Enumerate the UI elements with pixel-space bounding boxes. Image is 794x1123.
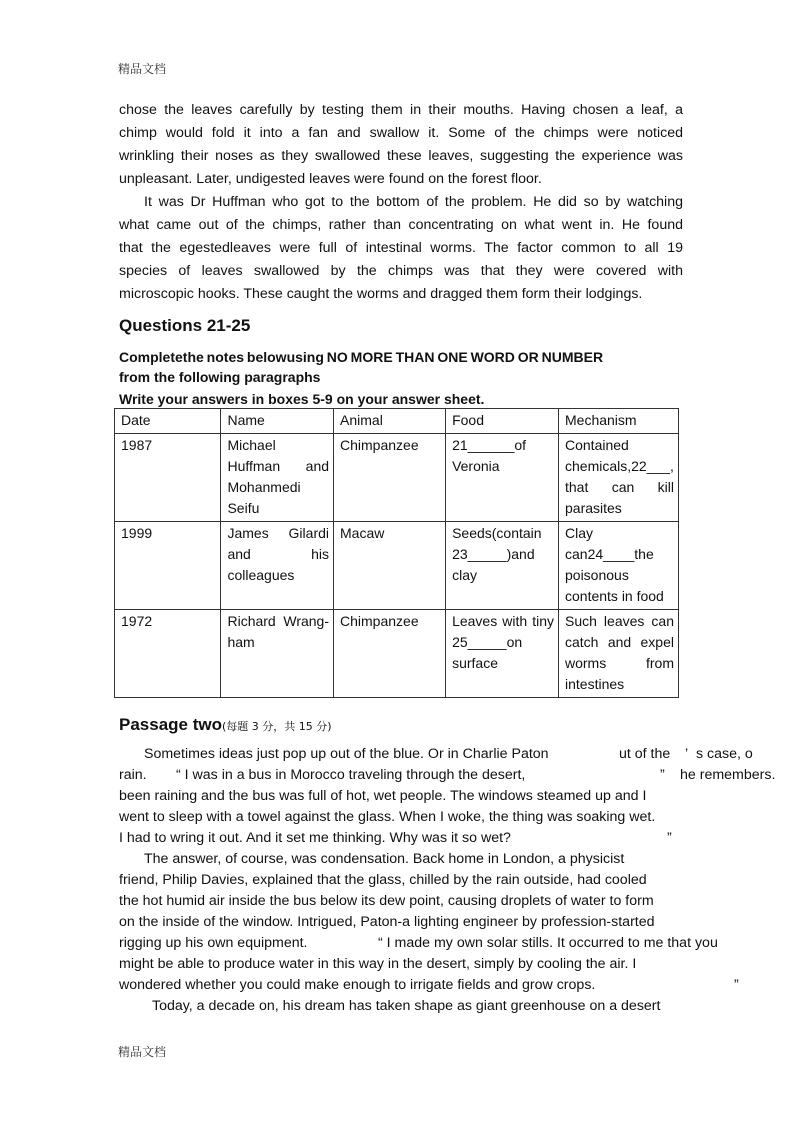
text-line: chimp would fold it into a fan and swallow it. Some of the chimps were noticed xyxy=(119,125,683,141)
text-line: chose the leaves carefully by testing them in their mouths. Having chosen a leaf, a xyxy=(119,102,683,118)
cell-food: 21______of Veronia xyxy=(446,434,559,522)
cell-animal: Macaw xyxy=(334,522,446,610)
cell-name: James Gilardi and his colleagues xyxy=(221,522,334,610)
table-header-row xyxy=(115,409,679,434)
cell-mechanism: Clay can24____the poisonous contents in food xyxy=(559,522,679,610)
text-line: microscopic hooks. These caught the worms and dragged them form their lodgings. xyxy=(119,286,643,302)
text-line: Sometimes ideas just pop up out of the blue. Or in Charlie Paton ut of the ’ s case, o xyxy=(144,746,753,762)
text-line: rigging up his own equipment. “ I made my own solar stills. It occurred to me that you xyxy=(119,935,718,951)
cell-date: 1999 xyxy=(115,522,221,610)
cell-food: Seeds(contain 23_____)and clay xyxy=(446,522,559,610)
text-line: Today, a decade on, his dream has taken shape as giant greenhouse on a desert xyxy=(152,998,661,1014)
passage-two-heading xyxy=(119,715,332,735)
header-animal: Animal xyxy=(334,409,446,434)
page-footer: 精品文档 xyxy=(118,1045,167,1059)
passage-two-title: Passage two xyxy=(119,715,222,734)
text-line: friend, Philip Davies, explained that the glass, chilled by the rain outside, had cooled xyxy=(119,872,647,888)
header-name: Name xyxy=(221,409,334,434)
cell-date: 1987 xyxy=(115,434,221,522)
passage-one-paragraph-1 xyxy=(119,99,683,191)
table-row xyxy=(115,610,679,698)
cell-food: Leaves with tiny 25_____on surface xyxy=(446,610,559,698)
header-date: Date xyxy=(115,409,221,434)
cell-name: Michael Huffman and Mohanmedi Seifu xyxy=(221,434,334,522)
passage-two-body xyxy=(119,744,789,1017)
text-line: wrinkling their noses as they swallowed these leaves, suggesting the experience was xyxy=(119,148,683,164)
instruction-line-2: from the following paragraphs xyxy=(119,369,321,385)
text-line: been raining and the bus was full of hot, wet people. The windows steamed up and I xyxy=(119,788,647,804)
header-food: Food xyxy=(446,409,559,434)
text-line: that the egestedleaves were full of intestinal worms. The factor common to all 19 xyxy=(119,240,683,256)
table-row xyxy=(115,434,679,522)
text-line: The answer, of course, was condensation. Back home in London, a physicist xyxy=(144,851,625,867)
text-line: wondered whether you could make enough to irrigate fields and grow crops. ” xyxy=(119,977,739,993)
text-line: rain. “ I was in a bus in Morocco traveling through the desert, ” he remembers. xyxy=(119,767,776,783)
text-line: It was Dr Huffman who got to the bottom of the problem. He did so by watching xyxy=(144,194,683,210)
passage-one-paragraph-2 xyxy=(119,191,683,306)
cell-date: 1972 xyxy=(115,610,221,698)
text-line: on the inside of the window. Intrigued, Paton-a lighting engineer by profession-started xyxy=(119,914,655,930)
cell-animal: Chimpanzee xyxy=(334,434,446,522)
text-line: I had to wring it out. And it set me thinking. Why was it so wet? ” xyxy=(119,830,672,846)
text-line: the hot humid air inside the bus below its dew point, causing droplets of water to form xyxy=(119,893,654,909)
text-line: species of leaves swallowed by the chimps was that they were covered with xyxy=(119,263,683,279)
text-line: might be able to produce water in this way in the desert, simply by cooling the air. I xyxy=(119,956,637,972)
cell-name: Richard Wrang-ham xyxy=(221,610,334,698)
text-line: what came out of the chimps, rather than concentrating on what went in. He found xyxy=(119,217,683,233)
cell-mechanism: Such leaves can catch and expel worms from intestines xyxy=(559,610,679,698)
passage-two-score-note: (每题 3 分，共 15 分) xyxy=(222,720,332,733)
cell-animal: Chimpanzee xyxy=(334,610,446,698)
instruction-line-3: Write your answers in boxes 5-9 on your answer sheet. xyxy=(119,391,485,407)
notes-table xyxy=(114,408,679,698)
header-mechanism: Mechanism xyxy=(559,409,679,434)
questions-heading: Questions 21-25 xyxy=(119,316,251,335)
table-row xyxy=(115,522,679,610)
text-line: went to sleep with a towel against the glass. When I woke, the thing was soaking wet. xyxy=(119,809,656,825)
page-header: 精品文档 xyxy=(118,62,167,76)
cell-mechanism: Contained chemicals,22___, that can kill parasites xyxy=(559,434,679,522)
instruction-line-1: Completethe notes belowusing NO MORE THAN ONE WORD OR NUMBER xyxy=(119,349,604,365)
text-line: unpleasant. Later, undigested leaves were found on the forest floor. xyxy=(119,171,542,187)
